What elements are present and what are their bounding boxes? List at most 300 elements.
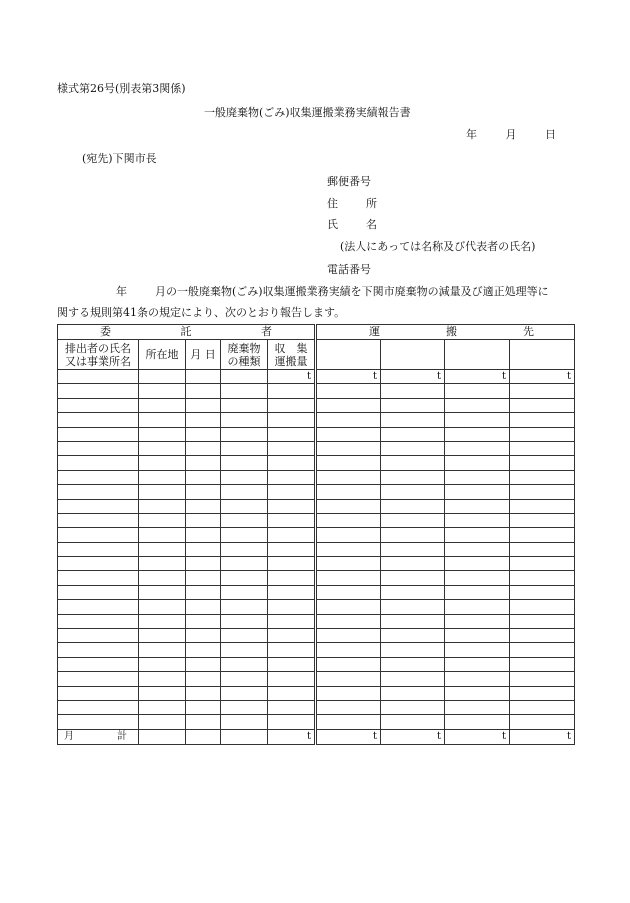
unit-cell-destination-4: t: [510, 370, 575, 384]
table-cell[interactable]: [316, 629, 381, 643]
table-cell[interactable]: [58, 715, 139, 729]
table-cell[interactable]: [268, 643, 316, 657]
table-cell[interactable]: [186, 427, 221, 441]
address-label: [327, 195, 377, 211]
table-cell[interactable]: [58, 643, 139, 657]
table-cell[interactable]: [139, 441, 186, 455]
table-cell[interactable]: [221, 398, 268, 412]
table-cell[interactable]: [139, 485, 186, 499]
table-cell[interactable]: [58, 600, 139, 614]
table-cell[interactable]: [316, 585, 381, 599]
table-row: [58, 528, 575, 542]
table-cell[interactable]: [316, 686, 381, 700]
table-cell[interactable]: [268, 470, 316, 484]
table-cell[interactable]: [316, 470, 381, 484]
table-cell[interactable]: [381, 441, 445, 455]
unit-cell-destination-3: t: [445, 370, 510, 384]
table-cell[interactable]: [221, 657, 268, 671]
discharger-header-line-2: 又は事業所名: [65, 354, 131, 368]
table-row: [58, 600, 575, 614]
table-cell[interactable]: [316, 441, 381, 455]
table-cell[interactable]: [445, 427, 510, 441]
unit-cell-empty: [221, 370, 268, 384]
waste-type-header-line-1: 廃棄物: [227, 341, 261, 355]
total-cell-destination-3[interactable]: t: [445, 729, 510, 744]
table-cell[interactable]: [221, 441, 268, 455]
table-row: [58, 456, 575, 470]
transport-char-3: 先: [523, 325, 535, 338]
table-cell[interactable]: [221, 485, 268, 499]
table-row: [58, 643, 575, 657]
table-cell[interactable]: [445, 700, 510, 714]
table-cell[interactable]: [445, 513, 510, 527]
table-cell[interactable]: [510, 600, 575, 614]
discharger-name-header: [58, 340, 139, 370]
table-cell[interactable]: [510, 384, 575, 398]
table-cell[interactable]: [221, 528, 268, 542]
table-cell[interactable]: [186, 585, 221, 599]
table-cell[interactable]: [221, 686, 268, 700]
table-cell[interactable]: [381, 542, 445, 556]
table-cell[interactable]: [186, 672, 221, 686]
table-cell[interactable]: [445, 614, 510, 628]
table-cell[interactable]: [58, 614, 139, 628]
table-cell[interactable]: [58, 513, 139, 527]
table-cell[interactable]: [221, 600, 268, 614]
table-cell[interactable]: [268, 585, 316, 599]
table-cell[interactable]: [58, 398, 139, 412]
table-cell[interactable]: [139, 571, 186, 585]
addressee: (宛先)下関市長: [82, 152, 157, 165]
form-number: 様式第26号(別表第3関係): [57, 82, 186, 95]
table-cell[interactable]: [221, 413, 268, 427]
table-cell[interactable]: [316, 614, 381, 628]
table-cell[interactable]: [58, 557, 139, 571]
table-cell[interactable]: [139, 657, 186, 671]
table-cell[interactable]: [381, 672, 445, 686]
table-cell[interactable]: [139, 384, 186, 398]
table-cell[interactable]: [221, 585, 268, 599]
destination-header-4[interactable]: [510, 340, 575, 370]
collection-header-line-2: 運搬量: [274, 354, 308, 368]
table-cell[interactable]: [510, 585, 575, 599]
table-cell[interactable]: [186, 542, 221, 556]
total-cell[interactable]: [186, 729, 221, 744]
table-cell[interactable]: [186, 629, 221, 643]
table-cell[interactable]: [268, 441, 316, 455]
table-cell[interactable]: [510, 672, 575, 686]
table-cell[interactable]: [445, 384, 510, 398]
table-cell[interactable]: [139, 542, 186, 556]
month-day-header: 月 日: [186, 340, 221, 370]
table-cell[interactable]: [58, 413, 139, 427]
table-cell[interactable]: [445, 557, 510, 571]
table-cell[interactable]: [139, 470, 186, 484]
table-cell[interactable]: [268, 528, 316, 542]
date-day: 日: [545, 128, 556, 141]
table-cell[interactable]: [139, 715, 186, 729]
table-cell[interactable]: [268, 398, 316, 412]
table-cell[interactable]: [221, 643, 268, 657]
table-cell[interactable]: [381, 643, 445, 657]
table-cell[interactable]: [221, 614, 268, 628]
table-cell[interactable]: [445, 441, 510, 455]
consignor-char-1: 委: [100, 325, 111, 338]
table-cell[interactable]: [221, 427, 268, 441]
table-cell[interactable]: [510, 513, 575, 527]
table-cell[interactable]: [186, 513, 221, 527]
table-cell[interactable]: [381, 700, 445, 714]
total-label-1: 月: [64, 730, 74, 742]
table-cell[interactable]: [316, 485, 381, 499]
table-cell[interactable]: [268, 557, 316, 571]
table-cell[interactable]: [58, 657, 139, 671]
table-cell[interactable]: [316, 427, 381, 441]
table-cell[interactable]: [510, 427, 575, 441]
transport-char-1: 運: [369, 325, 381, 338]
destination-header-2[interactable]: [381, 340, 445, 370]
date-line: [466, 126, 556, 142]
table-cell[interactable]: [58, 700, 139, 714]
body-line-1: [116, 283, 549, 299]
waste-type-header-line-2: の種類: [227, 354, 261, 368]
table-cell[interactable]: [139, 427, 186, 441]
table-cell[interactable]: [445, 571, 510, 585]
table-cell[interactable]: [186, 700, 221, 714]
table-cell[interactable]: [58, 528, 139, 542]
discharger-header-line-1: 排出者の氏名: [65, 341, 131, 355]
collection-header-line-1: 収 集: [274, 341, 308, 355]
table-row: [58, 470, 575, 484]
table-cell[interactable]: [186, 686, 221, 700]
table-cell[interactable]: [139, 686, 186, 700]
table-row: [58, 686, 575, 700]
table-cell[interactable]: [381, 470, 445, 484]
table-cell[interactable]: [221, 700, 268, 714]
table-cell[interactable]: [316, 715, 381, 729]
table-cell[interactable]: [510, 485, 575, 499]
table-cell[interactable]: [139, 513, 186, 527]
table-cell[interactable]: [381, 427, 445, 441]
location-header: 所在地: [139, 340, 186, 370]
table-cell[interactable]: [316, 456, 381, 470]
table-cell[interactable]: [445, 499, 510, 513]
table-cell[interactable]: [510, 441, 575, 455]
table-row: [58, 571, 575, 585]
document-title: 一般廃棄物(ごみ)収集運搬業務実績報告書: [204, 106, 411, 119]
table-cell[interactable]: [510, 715, 575, 729]
table-cell[interactable]: [221, 629, 268, 643]
table-row: [58, 398, 575, 412]
table-cell[interactable]: [221, 672, 268, 686]
table-cell[interactable]: [58, 456, 139, 470]
report-table: [57, 324, 575, 745]
table-row: [58, 542, 575, 556]
table-row: [58, 441, 575, 455]
table-cell[interactable]: [58, 686, 139, 700]
table-cell[interactable]: [510, 629, 575, 643]
table-cell[interactable]: [510, 528, 575, 542]
table-row: [58, 384, 575, 398]
table-cell[interactable]: [445, 398, 510, 412]
table-cell[interactable]: [316, 571, 381, 585]
table-cell[interactable]: [445, 413, 510, 427]
collection-amount-header: [268, 340, 316, 370]
table-cell[interactable]: [445, 542, 510, 556]
table-cell[interactable]: [268, 672, 316, 686]
table-cell[interactable]: [316, 413, 381, 427]
table-cell[interactable]: [186, 600, 221, 614]
table-cell[interactable]: [445, 643, 510, 657]
table-cell[interactable]: [316, 672, 381, 686]
table-cell[interactable]: [316, 643, 381, 657]
table-cell[interactable]: [445, 600, 510, 614]
table-cell[interactable]: [268, 456, 316, 470]
unit-cell-empty: [58, 370, 139, 384]
table-cell[interactable]: [268, 413, 316, 427]
table-row: [58, 585, 575, 599]
table-cell[interactable]: [268, 513, 316, 527]
table-cell[interactable]: [58, 441, 139, 455]
table-cell[interactable]: [221, 384, 268, 398]
table-cell[interactable]: [381, 456, 445, 470]
table-cell[interactable]: [186, 470, 221, 484]
table-cell[interactable]: [268, 571, 316, 585]
total-cell-destination-2[interactable]: t: [381, 729, 445, 744]
table-cell[interactable]: [139, 614, 186, 628]
table-cell[interactable]: [186, 643, 221, 657]
table-cell[interactable]: [510, 413, 575, 427]
table-row: [58, 672, 575, 686]
table-cell[interactable]: [381, 513, 445, 527]
table-cell[interactable]: [221, 715, 268, 729]
table-cell[interactable]: [221, 456, 268, 470]
table-row: [58, 413, 575, 427]
table-cell[interactable]: [139, 499, 186, 513]
table-cell[interactable]: [316, 398, 381, 412]
table-cell[interactable]: [139, 700, 186, 714]
table-cell[interactable]: [381, 557, 445, 571]
name-label: [327, 216, 377, 232]
table-cell[interactable]: [186, 441, 221, 455]
table-cell[interactable]: [268, 629, 316, 643]
address-label-2: 所: [366, 197, 377, 210]
table-cell[interactable]: [268, 499, 316, 513]
table-cell[interactable]: [58, 499, 139, 513]
table-cell[interactable]: [268, 427, 316, 441]
table-cell[interactable]: [510, 499, 575, 513]
table-cell[interactable]: [381, 485, 445, 499]
table-cell[interactable]: [316, 499, 381, 513]
table-cell[interactable]: [381, 629, 445, 643]
monthly-total-row: [58, 729, 575, 744]
table-cell[interactable]: [221, 542, 268, 556]
table-cell[interactable]: [268, 614, 316, 628]
table-cell[interactable]: [58, 470, 139, 484]
column-header-row: [58, 340, 575, 370]
table-cell[interactable]: [510, 614, 575, 628]
table-cell[interactable]: [186, 499, 221, 513]
table-cell[interactable]: [445, 629, 510, 643]
total-cell-destination-4[interactable]: t: [510, 729, 575, 744]
unit-cell-destination-1: t: [316, 370, 381, 384]
table-cell[interactable]: [221, 499, 268, 513]
table-cell[interactable]: [58, 485, 139, 499]
table-cell[interactable]: [58, 672, 139, 686]
table-cell[interactable]: [268, 384, 316, 398]
name-note: (法人にあっては名称及び代表者の氏名): [340, 240, 536, 253]
total-cell[interactable]: [139, 729, 186, 744]
table-cell[interactable]: [221, 513, 268, 527]
table-cell[interactable]: [316, 528, 381, 542]
destination-header-3[interactable]: [445, 340, 510, 370]
total-label-2: 計: [117, 730, 127, 742]
date-year: 年: [466, 128, 477, 141]
date-month: 月: [505, 128, 517, 141]
body-line-1-text: 月の一般廃棄物(ごみ)収集運搬業務実績を下関市廃棄物の減量及び適正処理等に: [155, 285, 549, 298]
total-cell[interactable]: [221, 729, 268, 744]
table-cell[interactable]: [381, 600, 445, 614]
table-cell[interactable]: [510, 470, 575, 484]
table-cell[interactable]: [381, 657, 445, 671]
table-row: [58, 657, 575, 671]
table-cell[interactable]: [381, 499, 445, 513]
table-cell[interactable]: [510, 700, 575, 714]
table-cell[interactable]: [510, 398, 575, 412]
table-cell[interactable]: [381, 571, 445, 585]
table-cell[interactable]: [381, 686, 445, 700]
table-cell[interactable]: [186, 456, 221, 470]
table-row: [58, 499, 575, 513]
table-cell[interactable]: [316, 557, 381, 571]
table-cell[interactable]: [381, 384, 445, 398]
table-cell[interactable]: [139, 643, 186, 657]
transport-destination-group-header: [316, 325, 575, 340]
total-cell-destination-1[interactable]: t: [316, 729, 381, 744]
group-header-row: [58, 325, 575, 340]
table-cell[interactable]: [316, 657, 381, 671]
table-cell[interactable]: [268, 657, 316, 671]
table-cell[interactable]: [58, 629, 139, 643]
destination-header-1[interactable]: [316, 340, 381, 370]
table-cell[interactable]: [139, 456, 186, 470]
table-cell[interactable]: [445, 686, 510, 700]
table-cell[interactable]: [186, 614, 221, 628]
table-cell[interactable]: [381, 413, 445, 427]
body-year: 年: [116, 285, 127, 298]
table-cell[interactable]: [316, 600, 381, 614]
table-cell[interactable]: [445, 456, 510, 470]
table-cell[interactable]: [139, 600, 186, 614]
table-cell[interactable]: [186, 571, 221, 585]
table-row: [58, 427, 575, 441]
table-row: [58, 700, 575, 714]
consignor-group-header: [58, 325, 316, 340]
table-cell[interactable]: [139, 557, 186, 571]
table-cell[interactable]: [381, 715, 445, 729]
table-cell[interactable]: [268, 686, 316, 700]
unit-cell-empty: [139, 370, 186, 384]
table-cell[interactable]: [139, 629, 186, 643]
table-cell[interactable]: [510, 557, 575, 571]
table-cell[interactable]: [316, 384, 381, 398]
table-cell[interactable]: [186, 398, 221, 412]
table-cell[interactable]: [268, 542, 316, 556]
name-label-1: 氏: [327, 218, 338, 231]
unit-cell-empty: [186, 370, 221, 384]
table-cell[interactable]: [58, 427, 139, 441]
table-cell[interactable]: [381, 398, 445, 412]
table-row: [58, 614, 575, 628]
table-cell[interactable]: [186, 413, 221, 427]
table-cell[interactable]: [445, 485, 510, 499]
table-cell[interactable]: [268, 485, 316, 499]
table-cell[interactable]: [268, 700, 316, 714]
address-label-1: 住: [327, 197, 338, 210]
table-cell[interactable]: [510, 542, 575, 556]
phone-label: 電話番号: [327, 263, 371, 276]
table-row: [58, 715, 575, 729]
table-cell[interactable]: [186, 715, 221, 729]
table-cell[interactable]: [510, 643, 575, 657]
table-cell[interactable]: [445, 585, 510, 599]
table-cell[interactable]: [268, 715, 316, 729]
unit-row: [58, 370, 575, 384]
table-cell[interactable]: [58, 585, 139, 599]
table-cell[interactable]: [445, 715, 510, 729]
table-cell[interactable]: [381, 528, 445, 542]
table-cell[interactable]: [316, 542, 381, 556]
table-cell[interactable]: [221, 470, 268, 484]
table-cell[interactable]: [445, 470, 510, 484]
table-cell[interactable]: [186, 384, 221, 398]
table-cell[interactable]: [510, 657, 575, 671]
consignor-char-2: 託: [180, 325, 192, 338]
waste-type-header: [221, 340, 268, 370]
table-cell[interactable]: [445, 672, 510, 686]
table-cell[interactable]: [221, 571, 268, 585]
table-cell[interactable]: [510, 571, 575, 585]
total-cell-collection[interactable]: t: [268, 729, 316, 744]
unit-cell-destination-2: t: [381, 370, 445, 384]
unit-cell-collection: t: [268, 370, 316, 384]
table-row: [58, 485, 575, 499]
table-cell[interactable]: [381, 614, 445, 628]
table-cell[interactable]: [139, 672, 186, 686]
table-cell[interactable]: [186, 657, 221, 671]
table-cell[interactable]: [316, 700, 381, 714]
table-cell[interactable]: [445, 528, 510, 542]
table-cell[interactable]: [186, 557, 221, 571]
table-cell[interactable]: [139, 413, 186, 427]
table-cell[interactable]: [316, 513, 381, 527]
table-cell[interactable]: [58, 384, 139, 398]
table-cell[interactable]: [381, 585, 445, 599]
table-cell[interactable]: [58, 571, 139, 585]
table-cell[interactable]: [139, 585, 186, 599]
table-cell[interactable]: [186, 528, 221, 542]
table-cell[interactable]: [510, 686, 575, 700]
table-cell[interactable]: [445, 657, 510, 671]
table-cell[interactable]: [186, 485, 221, 499]
table-cell[interactable]: [221, 557, 268, 571]
table-cell[interactable]: [58, 542, 139, 556]
table-cell[interactable]: [139, 398, 186, 412]
body-line-2: 関する規則第41条の規定により、次のとおり報告します。: [57, 306, 346, 319]
table-cell[interactable]: [510, 456, 575, 470]
table-cell[interactable]: [268, 600, 316, 614]
table-cell[interactable]: [139, 528, 186, 542]
